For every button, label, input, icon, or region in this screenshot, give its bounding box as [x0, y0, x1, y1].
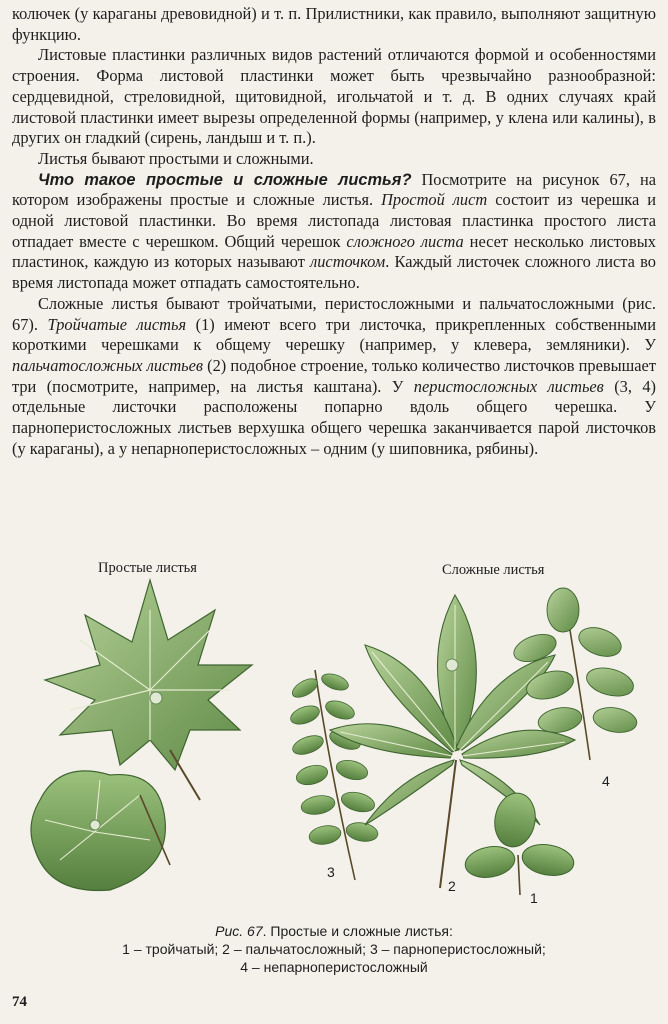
label-compound-leaves: Сложные листья — [442, 562, 545, 578]
term-italic: Тройчатые листья — [47, 314, 187, 334]
text-run: . Каждый листочек сложного листа во время листопада может отпадать самостоятельно. — [12, 252, 656, 293]
paragraph — [12, 170, 656, 294]
figure-caption — [0, 922, 668, 976]
paragraph — [12, 45, 656, 149]
text-run: несет несколько листовых пластинок, каждую из которых называют — [12, 231, 657, 272]
caption-title: . Простые и сложные листья: — [262, 923, 453, 939]
body-text — [12, 4, 656, 459]
text-run: (3, 4) отдельные листочки расположены попарно вдоль общего черешка. У парноперистосложных листьев верхушка общего черешка заканчивается парой листочков (у караганы), а у непарноперистосложных – одним (у шиповника, рябины). — [12, 376, 656, 458]
text-run: состоит из черешка и одной листовой пластинки. Во время листопада листовая пластинка простого листа отпадает вместе с черешком. Общий черешок — [12, 190, 656, 251]
term-italic: листочком — [310, 252, 386, 272]
round-leaf — [31, 771, 170, 891]
term-italic: Простой лист — [381, 190, 488, 210]
paragraph — [12, 4, 656, 45]
paragraph — [12, 294, 656, 460]
figure-number-4: 4 — [602, 773, 610, 789]
caption-line-3: 4 – непарноперистосложный — [240, 959, 428, 975]
term-italic: пальчатосложных листьев — [12, 355, 204, 375]
text-run: Листья бывают простыми и сложными. — [38, 148, 314, 168]
pinnate-leaf-3 — [288, 670, 379, 880]
figure-67-leaves — [0, 570, 668, 910]
label-simple-leaves: Простые листья — [98, 560, 197, 576]
text-run: (1) имеют всего три листочка, прикрепленных собственными короткими черешками к общему черешку (например, у клевера, земляники). У — [12, 314, 657, 355]
text-run: колючек (у караганы древовидной) и т. п. Прилистники, как правило, выполняют защитную функцию. — [12, 4, 656, 44]
figure-number-1: 1 — [530, 890, 538, 906]
text-run: Листовые пластинки различных видов растений отличаются формой и особенностями строения. Форма листовой пластинки может быть чрезвычайно разнообразной: сердцевидной, стреловидной, щитовидной, игольчатой и т. д. В одних случаях край листовой пластинки имеет вырезы определенной формы (например, у клена или калины), в других он гладкий (сирень, ландыш и т. п.). — [12, 45, 656, 148]
trifoliate-leaf-1 — [463, 790, 576, 895]
text-run: Посмотрите на рисунок 67, на котором изображены простые и сложные листья. — [12, 169, 656, 210]
figure-number-2: 2 — [448, 878, 456, 894]
caption-title-line — [0, 922, 668, 940]
term-italic: сложного листа — [346, 231, 464, 251]
figure-reference: Рис. 67 — [215, 923, 263, 939]
page-number: 74 — [12, 994, 27, 1010]
question-heading: Что такое простые и сложные листья? — [38, 170, 412, 189]
text-run: Сложные листья бывают тройчатыми, перистосложными и пальчатосложными (рис. 67). — [12, 293, 656, 334]
paragraph — [12, 149, 656, 170]
figure-number-3: 3 — [327, 864, 335, 880]
text-run: (2) подобное строение, только количество листочков превышает три (посмотрите, например, на листья каштана). У — [12, 355, 656, 396]
term-italic: перистосложных листьев — [413, 376, 604, 396]
caption-line-2: 1 – тройчатый; 2 – пальчатосложный; 3 – парноперистосложный; — [122, 941, 546, 957]
maple-leaf — [45, 580, 252, 800]
